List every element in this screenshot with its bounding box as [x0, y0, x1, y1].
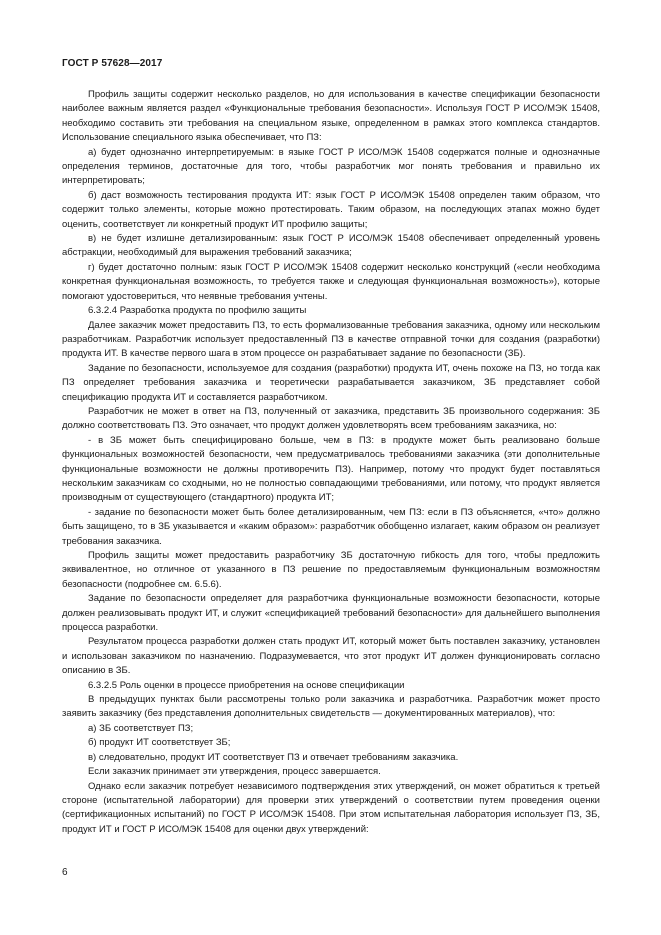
- list-item: а) будет однозначно интерпретируемым: в языке ГОСТ Р ИСО/МЭК 15408 содержатся полные и однозначные определения терминов, достаточные для того, чтобы разработчик мог понять требования и правильно их интерпретировать;: [62, 146, 600, 187]
- paragraph: Задание по безопасности определяет для разработчика функциональные возможности безопасности, которые должен реализовывать продукт ИТ, и служит «спецификацией требований безопасности» для дальнейшего выполнения процесса разработки.: [62, 593, 600, 634]
- list-item: в) не будет излишне детализированным: язык ГОСТ Р ИСО/МЭК 15408 обеспечивает определенный уровень абстракции, необходимый для выражения требований заказчика;: [62, 233, 600, 259]
- paragraph: Результатом процесса разработки должен стать продукт ИТ, который может быть поставлен заказчику, установлен и использован заказчиком по назначению. Подразумевается, что этот продукт ИТ должен функционировать согласно описанию в ЗБ.: [62, 636, 600, 677]
- list-item: б) даст возможность тестирования продукта ИТ: язык ГОСТ Р ИСО/МЭК 15408 определен таким образом, что содержит только элементы, которые можно протестировать. Таким образом, на последующих этапах можно будет оценить, соответствует ли конкретный продукт ИТ профилю защиты;: [62, 189, 600, 230]
- paragraph: Профиль защиты содержит несколько разделов, но для использования в качестве спецификации безопасности наиболее важным является раздел «Функциональные требования безопасности». Используя ГОСТ Р ИСО/МЭК 15408, необходимо составить эти требования на специальном языке, определенном в рамках этого комплекса стандартов. Использование специального языка обеспечивает, что ПЗ:: [62, 89, 600, 144]
- paragraph: Разработчик не может в ответ на ПЗ, полученный от заказчика, представить ЗБ произвольного содержания: ЗБ должно соответствовать ПЗ. Это означает, что продукт должен удовлетворять всем требованиям заказчика, но:: [62, 405, 600, 432]
- section-heading: 6.3.2.5 Роль оценки в процессе приобретения на основе спецификации: [88, 679, 405, 691]
- list-item: а) ЗБ соответствует ПЗ;: [88, 722, 194, 734]
- section-heading: 6.3.2.4 Разработка продукта по профилю защиты: [88, 305, 307, 317]
- page-number: 6: [62, 867, 68, 878]
- paragraph: Задание по безопасности, используемое для создания (разработки) продукта ИТ, очень похоже на ПЗ, но тогда как ПЗ определяет требования заказчика и теоретически разрабатывается заказчиком, ЗБ представляет собой спецификацию продукта ИТ и составляется разработчиком.: [62, 362, 600, 403]
- document-header: ГОСТ Р 57628—2017: [62, 58, 163, 69]
- list-item: - задание по безопасности может быть более детализированным, чем ПЗ: если в ПЗ объясняется, «что» должно быть защищено, то в ЗБ указывается и «каким образом»: разработчик обобщенно излагает, каким образом он реализует требования заказчика.: [62, 506, 600, 547]
- list-item: б) продукт ИТ соответствует ЗБ;: [88, 737, 231, 749]
- list-item: г) будет достаточно полным: язык ГОСТ Р ИСО/МЭК 15408 содержит несколько конструкций («если необходима конкретная функциональная возможность, то требуется также и следующая функциональная возможность»), которые помогают удостовериться, что неявные требования учтены.: [62, 261, 600, 302]
- paragraph: Профиль защиты может предоставить разработчику ЗБ достаточную гибкость для того, чтобы предложить эквивалентное, но отличное от указанного в ПЗ решение по предоставляемым функциональным возможностям безопасности (подробнее см. 6.5.6).: [62, 550, 600, 590]
- paragraph: Однако если заказчик потребует независимого подтверждения этих утверждений, он может обратиться к третьей стороне (испытательной лаборатории) для проверки этих утверждений о соответствии путем проведения оценки (сертификационных испытаний) по ГОСТ Р ИСО/МЭК 15408. При этом испытательная лаборатория использует ПЗ, ЗБ, продукт ИТ и ГОСТ Р ИСО/МЭК 15408 для оценки двух утверждений:: [62, 780, 600, 835]
- list-item: - в ЗБ может быть специфицировано больше, чем в ПЗ: в продукте может быть реализовано больше функциональных возможностей безопасности, чем предусматривалось требованиями заказчика (эти дополнительные функциональные возможности не должны противоречить ПЗ). Например, потому что продукт будет поставляться нескольким заказчикам со сходными, но не полностью совпадающими требованиями, или потому, что продукт является производным от существующего (стандартного) продукта ИТ;: [62, 434, 600, 504]
- document-body: [62, 88, 600, 837]
- paragraph: Если заказчик принимает эти утверждения, процесс завершается.: [88, 766, 381, 778]
- paragraph: Далее заказчик может предоставить ПЗ, то есть формализованные требования заказчика, одному или нескольким разработчикам. Разработчик использует предоставленный ПЗ в качестве отправной точки для создания (разработки) продукта ИТ. В качестве первого шага в этом процессе он разрабатывает задание по безопасности (ЗБ).: [62, 319, 600, 360]
- paragraph: В предыдущих пунктах были рассмотрены только роли заказчика и разработчика. Разработчик может просто заявить заказчику (без представления дополнительных свидетельств — документированных материалов), что:: [62, 694, 600, 720]
- list-item: в) следовательно, продукт ИТ соответствует ПЗ и отвечает требованиям заказчика.: [88, 751, 459, 763]
